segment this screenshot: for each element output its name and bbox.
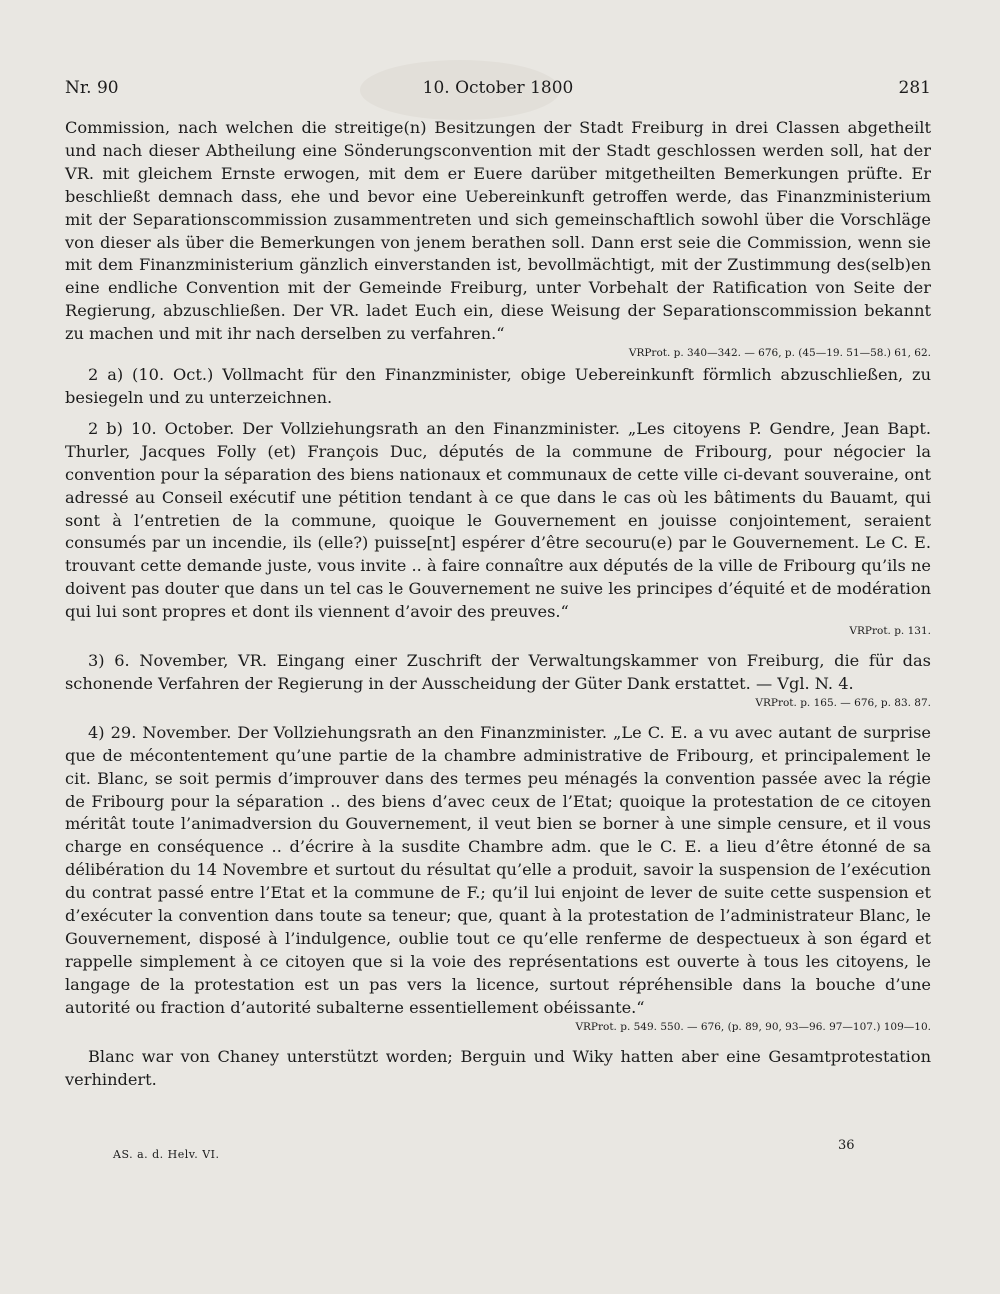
paragraph-note: Blanc war von Chaney unterstützt worden; Berguin und Wiky hatten aber eine Gesamtprotestation verhindert. — [65, 1046, 931, 1089]
sheet-number: 36 — [838, 1138, 855, 1153]
source-reference: VRProt. p. 340—342. — 676, p. (45—19. 51—58.) 61, 62. — [628, 347, 931, 360]
page-number: 281 — [898, 78, 931, 98]
page-header — [65, 78, 931, 104]
page-body — [65, 117, 931, 1091]
source-reference: VRProt. p. 549. 550. — 676, (p. 89, 90, 93—96. 97—107.) 109—10. — [575, 1020, 931, 1033]
document-date: 10. October 1800 — [422, 78, 574, 98]
document-number: Nr. 90 — [65, 78, 119, 98]
source-reference: VRProt. p. 131. — [849, 625, 931, 638]
paragraph-2a: 2 a) (10. Oct.) Vollmacht für den Finanzminister, obige Uebereinkunft förmlich abzuschließen, zu besiegeln und zu unterzeichnen. — [65, 365, 931, 407]
paragraph-3: 3) 6. November, VR. Eingang einer Zuschrift der Verwaltungskammer von Freiburg, die für das schonende Verfahren der Regierung in der Ausscheidung der Güter Dank erstattet. — Vgl. N. 4. — [65, 651, 931, 693]
source-reference: VRProt. p. 165. — 676, p. 83. 87. — [755, 696, 931, 709]
paragraph-4: 4) 29. November. Der Vollziehungsrath an den Finanzminister. „Le C. E. a vu avec autant de surprise que de mécontentement qu’une partie de la chambre administrative de Fribourg, et principalement le cit. Blanc, se soit permis d’improuver dans des termes peu ménagés la convention passée avec la régie de Fribourg pour la séparation .. des biens d’avec ceux de l’Etat; quoique la protestation de ce citoyen méritât toute l’animadversion du Gouvernement, il veut bien se borner à une simple censure, et il vous charge en conséquence .. d’écrire à la susdite Chambre adm. que le C. E. a lieu d’être étonné de sa délibération du 14 Novembre et surtout du résultat qu’elle a produit, savoir la suspension de l’exécution du contrat passé entre l’Etat et la commune de F.; qu’il lui enjoint de lever de suite cette suspension et d’exécuter la convention dans toute sa teneur; que, quant à la protestation de l’administrateur Blanc, le Gouvernement, disposé à l’indulgence, oublie tout ce qu’elle renferme de despectueux à son égard et rappelle simplement à ce citoyen que si la voie des représentations est ouverte à tous les citoyens, le langage de la protestation est un pas vers la licence, surtout répréhensible dans la bouche d’une autorité ou fraction d’autorité subalterne essentiellement obéissante.“ — [65, 722, 931, 1017]
paragraph-2b: 2 b) 10. October. Der Vollziehungsrath an den Finanzminister. „Les citoyens P. Gendre, Jean Bapt. Thurler, Jacques Folly (et) François Duc, députés de la commune de Fribourg, pour négocier la convention pour la séparation des biens nationaux et communaux de cette ville ci-devant souveraine, ont adressé au Conseil exécutif une pétition tendant à ce que dans le cas où les bâtiments du Bauamt, qui sont à l’entretien de la commune, quoique le Gouvernement en jouisse conjointement, seraient consumés par un incendie, ils (elle?) puisse[nt] espérer d’être secouru(e) par le Gouvernement. Le C. E. trouvant cette demande juste, vous invite .. à faire connaître aux députés de la ville de Fribourg qu’ils ne doivent pas douter que dans un tel cas le Gouvernement ne suive les principes d’équité et de modération qui lui sont propres et dont ils viennent d’avoir des preuves.“ — [65, 418, 931, 622]
paragraph-continuation: Commission, nach welchen die streitige(n) Besitzungen der Stadt Freiburg in drei Classen abgetheilt und nach dieser Abtheilung eine Sönderungsconvention mit der Stadt geschlossen werden soll, hat der VR. mit gleichem Ernste erwogen, mit dem er Euere darüber mitgetheilten Bemerkungen prüfte. Er beschließt demnach dass, ehe und bevor eine Uebereinkunft getroffen werde, das Finanzministerium mit der Separationscommission zusammentreten und sich gemeinschaftlich sowohl über die Vorschläge von dieser als über die Bemerkungen von jenem berathen soll. Dann erst seie die Commission, wenn sie mit dem Finanzministerium gänzlich einverstanden ist, bevollmächtigt, mit der Zustimmung des(selb)en eine endliche Convention mit der Gemeinde Freiburg, unter Vorbehalt der Ratification von Seite der Regierung, abzuschließen. Der VR. ladet Euch ein, diese Weisung der Separationscommission bekannt zu machen und mit ihr nach derselben zu verfahren.“ — [65, 118, 931, 344]
footer-signature: AS. a. d. Helv. VI. — [113, 1148, 220, 1161]
